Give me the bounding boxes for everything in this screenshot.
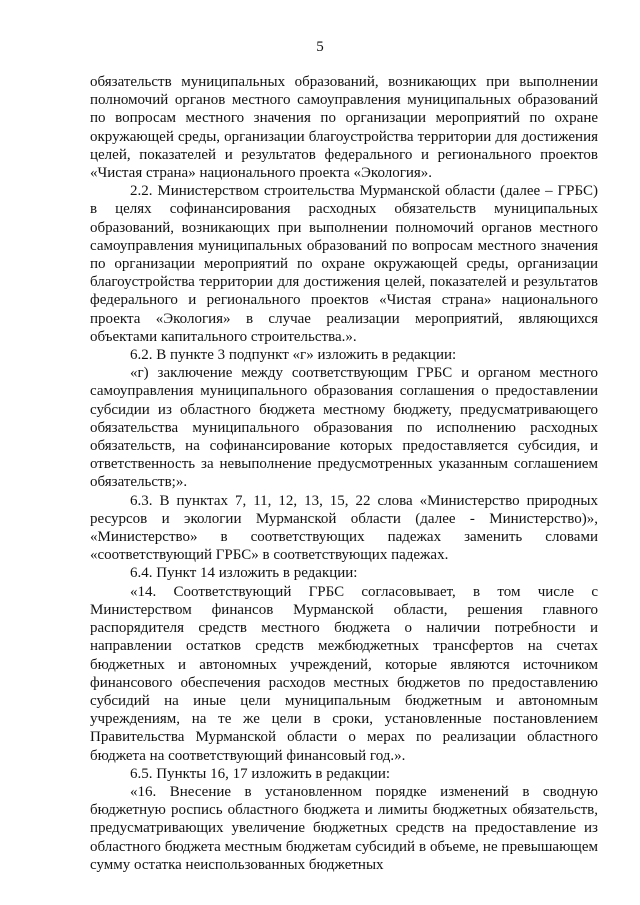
paragraph-1: обязательств муниципальных образований, возникающих при выполнении полномочий органов местного самоуправления муниципальных образований по вопросам местного значения по организации мероприятий по охране окружающей среды, организации благоустройства территории для достижения целей, показателей и результатов федерального и регионального проектов «Чистая страна» национального проекта «Экология».: [90, 74, 598, 182]
paragraph-4: «г) заключение между соответствующим ГРБС и органом местного самоуправления муниципального образования соглашения о предоставлении субсидии из областного бюджета местному бюджету, предусматривающего обязательства муниципального образования по исполнению расходных обязательств, на софинансирование которых предоставляется субсидия, и ответственность за невыполнение предусмотренных указанным соглашением обязательств;».: [90, 365, 598, 491]
paragraph-8: 6.5. Пункты 16, 17 изложить в редакции:: [130, 765, 391, 782]
paragraph-9: «16. Внесение в установленном порядке изменений в сводную бюджетную роспись областного бюджета и лимиты бюджетных обязательств, предусматривающих увеличение бюджетных средств на предоставление из областного бюджета местным бюджетам субсидий в объеме, не превышающем сумму остатка неиспользованных бюджетных: [90, 783, 598, 873]
page-number: 5: [316, 39, 324, 55]
paragraph-3: 6.2. В пункте 3 подпункт «г» изложить в редакции:: [130, 347, 457, 364]
paragraph-7: «14. Соответствующий ГРБС согласовывает, в том числе с Министерством финансов Мурманской области, решения главного распорядителя средств местного бюджета о наличии потребности и направлении остатков средств межбюджетных трансфертов на счетах бюджетных и автономных учреждений, которые являются источником финансового обеспечения расходов местных бюджетов по предоставлению субсидий на иные цели муниципальным бюджетным и автономным учреждениям, на те же цели в сроки, установленные постановлением Правительства Мурманской области о мерах по реализации областного бюджета на соответствующий финансовый год.».: [90, 583, 598, 764]
document-body: [90, 73, 598, 874]
paragraph-2: 2.2. Министерством строительства Мурманской области (далее – ГРБС) в целях софинансирования расходных обязательств муниципальных образований, возникающих при выполнении полномочий органов местного самоуправления муниципальных образований по вопросам местного значения по организации мероприятий по охране окружающей среды, организации благоустройства территории для достижения целей, показателей и результатов федерального и регионального проектов «Чистая страна» национального проекта «Экология» в случае реализации мероприятий, являющихся объектами капитального строительства.».: [90, 183, 598, 345]
paragraph-5: 6.3. В пунктах 7, 11, 12, 13, 15, 22 слова «Министерство природных ресурсов и экологии Мурманской области (далее - Министерство)», «Министерство» в соответствующих падежах заменить словами «соответствующий ГРБС» в соответствующих падежах.: [90, 492, 598, 564]
paragraph-6: 6.4. Пункт 14 изложить в редакции:: [130, 565, 358, 582]
